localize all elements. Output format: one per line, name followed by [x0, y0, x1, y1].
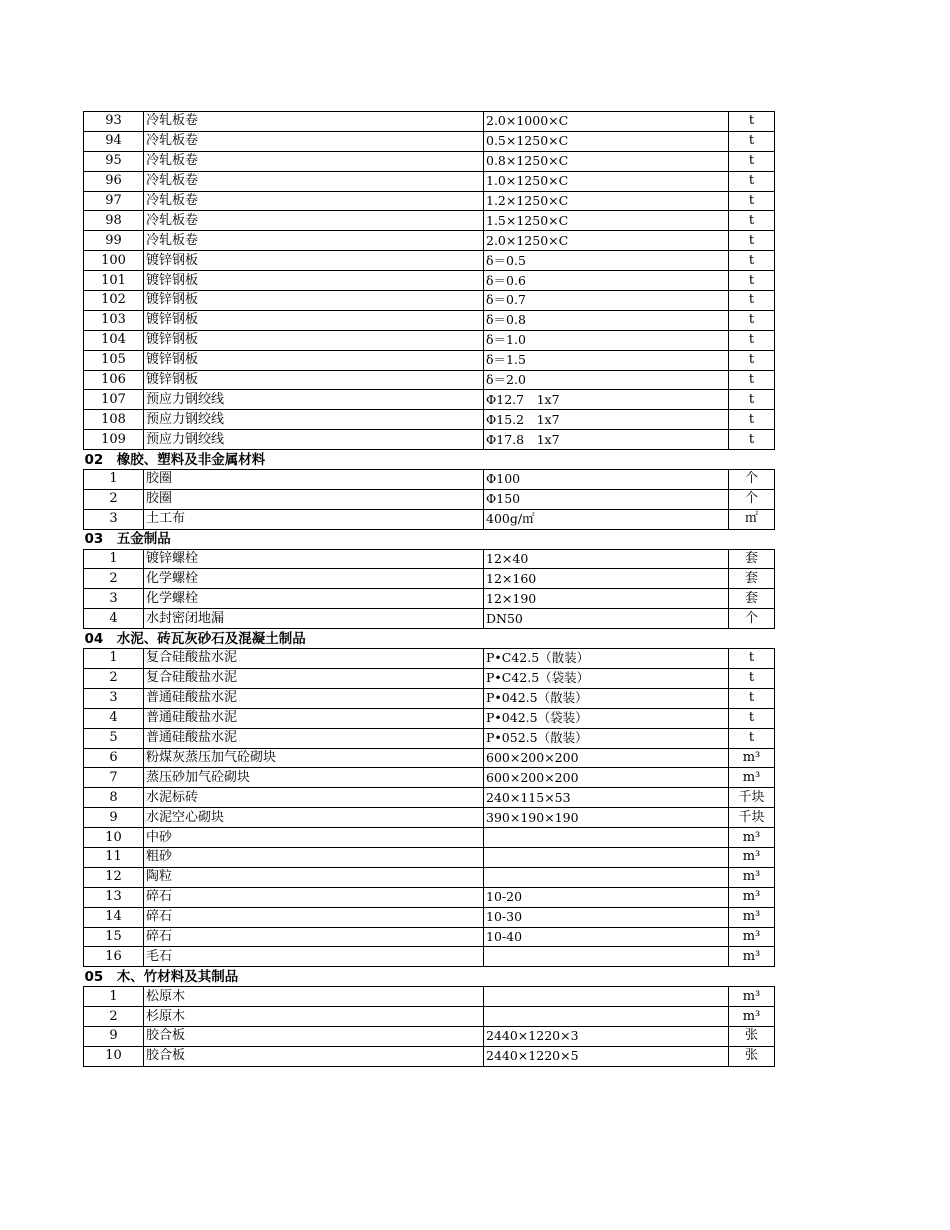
category-heading-row — [84, 450, 775, 470]
table-row — [84, 668, 775, 688]
table-row — [84, 987, 775, 1007]
specification-cell: P•C42.5（散装） — [484, 649, 729, 669]
specification-cell: δ＝1.0 — [484, 330, 729, 350]
table-row — [84, 808, 775, 828]
unit-cell: m³ — [729, 927, 775, 947]
specification-cell: 0.8×1250×C — [484, 151, 729, 171]
category-heading: 02 橡胶、塑料及非金属材料 — [84, 450, 775, 470]
material-name-cell: 粉煤灰蒸压加气砼砌块 — [144, 748, 484, 768]
unit-cell: t — [729, 688, 775, 708]
unit-cell: t — [729, 708, 775, 728]
table-row — [84, 430, 775, 450]
category-heading: 04 水泥、砖瓦灰砂石及混凝土制品 — [84, 629, 775, 649]
unit-cell: 个 — [729, 489, 775, 509]
item-number-cell: 2 — [84, 1007, 144, 1027]
item-number-cell: 3 — [84, 509, 144, 529]
unit-cell: m³ — [729, 887, 775, 907]
specification-cell: P•042.5（散装） — [484, 688, 729, 708]
table-row — [84, 649, 775, 669]
material-name-cell: 化学螺栓 — [144, 569, 484, 589]
unit-cell: m³ — [729, 907, 775, 927]
item-number-cell: 1 — [84, 470, 144, 490]
table-row — [84, 728, 775, 748]
specification-cell: DN50 — [484, 609, 729, 629]
material-name-cell: 冷轧板卷 — [144, 191, 484, 211]
table-row — [84, 131, 775, 151]
table-row — [84, 489, 775, 509]
material-name-cell: 水封密闭地漏 — [144, 609, 484, 629]
table-row — [84, 350, 775, 370]
item-number-cell: 5 — [84, 728, 144, 748]
item-number-cell: 1 — [84, 549, 144, 569]
item-number-cell: 101 — [84, 271, 144, 291]
unit-cell: m³ — [729, 867, 775, 887]
material-name-cell: 镀锌螺栓 — [144, 549, 484, 569]
table-row — [84, 847, 775, 867]
unit-cell: t — [729, 291, 775, 311]
unit-cell: t — [729, 649, 775, 669]
item-number-cell: 14 — [84, 907, 144, 927]
table-row — [84, 112, 775, 132]
category-heading: 03 五金制品 — [84, 529, 775, 549]
specification-cell: 1.0×1250×C — [484, 171, 729, 191]
table-row — [84, 609, 775, 629]
specification-cell: δ＝0.8 — [484, 310, 729, 330]
specification-cell: 600×200×200 — [484, 748, 729, 768]
table-row — [84, 231, 775, 251]
unit-cell: t — [729, 728, 775, 748]
material-name-cell: 冷轧板卷 — [144, 112, 484, 132]
unit-cell: t — [729, 430, 775, 450]
material-name-cell: 碎石 — [144, 887, 484, 907]
specification-cell — [484, 828, 729, 848]
item-number-cell: 107 — [84, 390, 144, 410]
unit-cell: 个 — [729, 609, 775, 629]
material-name-cell: 胶圈 — [144, 489, 484, 509]
item-number-cell: 106 — [84, 370, 144, 390]
item-number-cell: 103 — [84, 310, 144, 330]
material-name-cell: 冷轧板卷 — [144, 211, 484, 231]
table-row — [84, 907, 775, 927]
material-name-cell: 复合硅酸盐水泥 — [144, 649, 484, 669]
table-row — [84, 509, 775, 529]
material-name-cell: 镀锌钢板 — [144, 350, 484, 370]
specification-cell: 2.0×1250×C — [484, 231, 729, 251]
item-number-cell: 109 — [84, 430, 144, 450]
material-name-cell: 镀锌钢板 — [144, 251, 484, 271]
unit-cell: t — [729, 350, 775, 370]
material-name-cell: 镀锌钢板 — [144, 291, 484, 311]
unit-cell: 套 — [729, 549, 775, 569]
item-number-cell: 11 — [84, 847, 144, 867]
category-heading-row — [84, 529, 775, 549]
table-row — [84, 828, 775, 848]
item-number-cell: 10 — [84, 828, 144, 848]
item-number-cell: 2 — [84, 489, 144, 509]
unit-cell: 套 — [729, 569, 775, 589]
table-row — [84, 589, 775, 609]
material-name-cell: 冷轧板卷 — [144, 171, 484, 191]
specification-cell: Φ150 — [484, 489, 729, 509]
unit-cell: t — [729, 131, 775, 151]
material-name-cell: 陶粒 — [144, 867, 484, 887]
table-row — [84, 410, 775, 430]
item-number-cell: 16 — [84, 947, 144, 967]
item-number-cell: 13 — [84, 887, 144, 907]
specification-cell: 10-20 — [484, 887, 729, 907]
specification-cell: Φ100 — [484, 470, 729, 490]
material-name-cell: 化学螺栓 — [144, 589, 484, 609]
material-name-cell: 预应力钢绞线 — [144, 410, 484, 430]
specification-cell — [484, 947, 729, 967]
specification-cell: 10-30 — [484, 907, 729, 927]
table-row — [84, 788, 775, 808]
material-name-cell: 镀锌钢板 — [144, 330, 484, 350]
material-name-cell: 普通硅酸盐水泥 — [144, 688, 484, 708]
item-number-cell: 7 — [84, 768, 144, 788]
category-heading-row — [84, 967, 775, 987]
material-name-cell: 松原木 — [144, 987, 484, 1007]
table-row — [84, 688, 775, 708]
table-row — [84, 768, 775, 788]
unit-cell: ㎡ — [729, 509, 775, 529]
unit-cell: t — [729, 251, 775, 271]
item-number-cell: 15 — [84, 927, 144, 947]
item-number-cell: 9 — [84, 808, 144, 828]
specification-cell: 2440×1220×3 — [484, 1026, 729, 1046]
item-number-cell: 108 — [84, 410, 144, 430]
item-number-cell: 3 — [84, 589, 144, 609]
specification-cell: 390×190×190 — [484, 808, 729, 828]
materials-price-sheet — [83, 111, 774, 1067]
category-heading: 05 木、竹材料及其制品 — [84, 967, 775, 987]
item-number-cell: 100 — [84, 251, 144, 271]
table-row — [84, 1007, 775, 1027]
specification-cell: 12×40 — [484, 549, 729, 569]
unit-cell: 千块 — [729, 808, 775, 828]
specification-cell: 12×190 — [484, 589, 729, 609]
item-number-cell: 102 — [84, 291, 144, 311]
material-name-cell: 杉原木 — [144, 1007, 484, 1027]
specification-cell: Φ17.8 1x7 — [484, 430, 729, 450]
unit-cell: t — [729, 191, 775, 211]
table-row — [84, 1046, 775, 1066]
material-name-cell: 粗砂 — [144, 847, 484, 867]
material-name-cell: 预应力钢绞线 — [144, 390, 484, 410]
material-name-cell: 中砂 — [144, 828, 484, 848]
specification-cell: 600×200×200 — [484, 768, 729, 788]
item-number-cell: 9 — [84, 1026, 144, 1046]
material-name-cell: 普通硅酸盐水泥 — [144, 728, 484, 748]
specification-cell: δ＝0.5 — [484, 251, 729, 271]
specification-cell: 2440×1220×5 — [484, 1046, 729, 1066]
material-name-cell: 蒸压砂加气砼砌块 — [144, 768, 484, 788]
unit-cell: t — [729, 410, 775, 430]
specification-cell: Φ15.2 1x7 — [484, 410, 729, 430]
unit-cell: 张 — [729, 1026, 775, 1046]
table-row — [84, 1026, 775, 1046]
item-number-cell: 2 — [84, 569, 144, 589]
table-row — [84, 310, 775, 330]
specification-cell: 1.5×1250×C — [484, 211, 729, 231]
material-name-cell: 普通硅酸盐水泥 — [144, 708, 484, 728]
specification-cell: δ＝0.6 — [484, 271, 729, 291]
specification-cell — [484, 987, 729, 1007]
table-row — [84, 569, 775, 589]
material-name-cell: 毛石 — [144, 947, 484, 967]
unit-cell: t — [729, 668, 775, 688]
table-row — [84, 748, 775, 768]
materials-table-body — [84, 112, 775, 1067]
unit-cell: t — [729, 151, 775, 171]
material-name-cell: 冷轧板卷 — [144, 151, 484, 171]
material-name-cell: 镀锌钢板 — [144, 271, 484, 291]
material-name-cell: 镀锌钢板 — [144, 310, 484, 330]
material-name-cell: 镀锌钢板 — [144, 370, 484, 390]
table-row — [84, 887, 775, 907]
unit-cell: m³ — [729, 947, 775, 967]
specification-cell — [484, 847, 729, 867]
material-name-cell: 冷轧板卷 — [144, 231, 484, 251]
material-name-cell: 冷轧板卷 — [144, 131, 484, 151]
material-name-cell: 预应力钢绞线 — [144, 430, 484, 450]
item-number-cell: 10 — [84, 1046, 144, 1066]
unit-cell: t — [729, 370, 775, 390]
item-number-cell: 4 — [84, 609, 144, 629]
item-number-cell: 8 — [84, 788, 144, 808]
item-number-cell: 99 — [84, 231, 144, 251]
specification-cell: Φ12.7 1x7 — [484, 390, 729, 410]
material-name-cell: 土工布 — [144, 509, 484, 529]
material-name-cell: 碎石 — [144, 927, 484, 947]
table-row — [84, 291, 775, 311]
materials-table — [83, 111, 775, 1067]
unit-cell: t — [729, 390, 775, 410]
item-number-cell: 95 — [84, 151, 144, 171]
specification-cell: δ＝1.5 — [484, 350, 729, 370]
item-number-cell: 98 — [84, 211, 144, 231]
material-name-cell: 水泥空心砌块 — [144, 808, 484, 828]
specification-cell — [484, 867, 729, 887]
table-row — [84, 191, 775, 211]
item-number-cell: 104 — [84, 330, 144, 350]
unit-cell: t — [729, 271, 775, 291]
specification-cell: P•042.5（袋装） — [484, 708, 729, 728]
table-row — [84, 171, 775, 191]
table-row — [84, 708, 775, 728]
specification-cell: P•052.5（散装） — [484, 728, 729, 748]
specification-cell: 12×160 — [484, 569, 729, 589]
specification-cell: 10-40 — [484, 927, 729, 947]
material-name-cell: 胶合板 — [144, 1046, 484, 1066]
unit-cell: 张 — [729, 1046, 775, 1066]
item-number-cell: 93 — [84, 112, 144, 132]
table-row — [84, 470, 775, 490]
specification-cell: δ＝2.0 — [484, 370, 729, 390]
unit-cell: t — [729, 330, 775, 350]
unit-cell: t — [729, 171, 775, 191]
table-row — [84, 271, 775, 291]
table-row — [84, 211, 775, 231]
material-name-cell: 胶合板 — [144, 1026, 484, 1046]
specification-cell: 0.5×1250×C — [484, 131, 729, 151]
specification-cell: 1.2×1250×C — [484, 191, 729, 211]
specification-cell: 2.0×1000×C — [484, 112, 729, 132]
specification-cell: 400g/㎡ — [484, 509, 729, 529]
table-row — [84, 151, 775, 171]
unit-cell: t — [729, 211, 775, 231]
unit-cell: 套 — [729, 589, 775, 609]
specification-cell: P•C42.5（袋装） — [484, 668, 729, 688]
item-number-cell: 6 — [84, 748, 144, 768]
unit-cell: m³ — [729, 748, 775, 768]
item-number-cell: 94 — [84, 131, 144, 151]
specification-cell: δ＝0.7 — [484, 291, 729, 311]
table-row — [84, 947, 775, 967]
material-name-cell: 胶圈 — [144, 470, 484, 490]
unit-cell: m³ — [729, 847, 775, 867]
unit-cell: m³ — [729, 987, 775, 1007]
unit-cell: t — [729, 231, 775, 251]
specification-cell — [484, 1007, 729, 1027]
item-number-cell: 4 — [84, 708, 144, 728]
unit-cell: m³ — [729, 768, 775, 788]
category-heading-row — [84, 629, 775, 649]
item-number-cell: 1 — [84, 987, 144, 1007]
table-row — [84, 330, 775, 350]
table-row — [84, 251, 775, 271]
table-row — [84, 390, 775, 410]
item-number-cell: 1 — [84, 649, 144, 669]
unit-cell: t — [729, 310, 775, 330]
material-name-cell: 碎石 — [144, 907, 484, 927]
item-number-cell: 3 — [84, 688, 144, 708]
material-name-cell: 水泥标砖 — [144, 788, 484, 808]
item-number-cell: 97 — [84, 191, 144, 211]
item-number-cell: 96 — [84, 171, 144, 191]
unit-cell: t — [729, 112, 775, 132]
unit-cell: 千块 — [729, 788, 775, 808]
table-row — [84, 549, 775, 569]
unit-cell: m³ — [729, 1007, 775, 1027]
table-row — [84, 370, 775, 390]
specification-cell: 240×115×53 — [484, 788, 729, 808]
table-row — [84, 927, 775, 947]
material-name-cell: 复合硅酸盐水泥 — [144, 668, 484, 688]
table-row — [84, 867, 775, 887]
item-number-cell: 2 — [84, 668, 144, 688]
unit-cell: m³ — [729, 828, 775, 848]
unit-cell: 个 — [729, 470, 775, 490]
item-number-cell: 105 — [84, 350, 144, 370]
item-number-cell: 12 — [84, 867, 144, 887]
